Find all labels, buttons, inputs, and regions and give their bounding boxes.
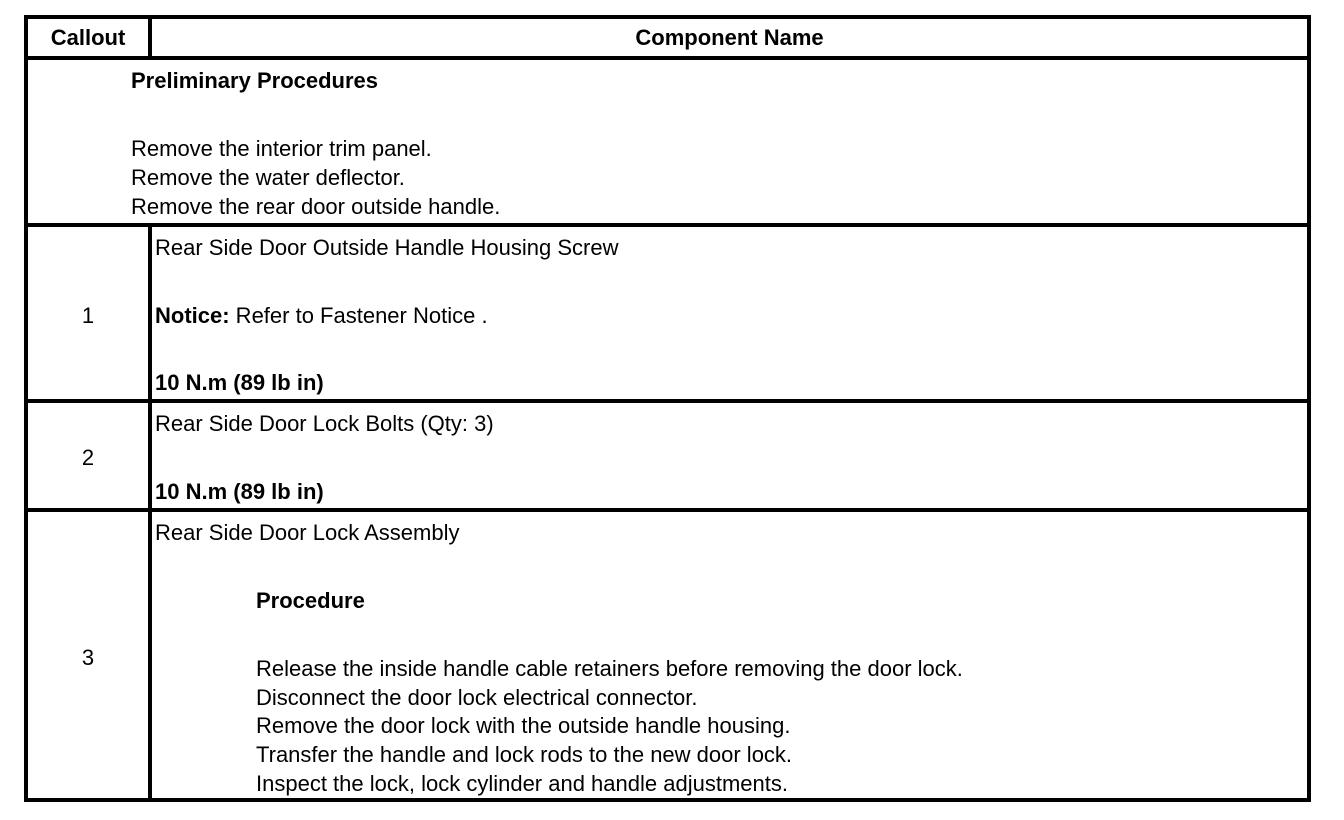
header-divider (28, 56, 1307, 60)
notice-text: Refer to Fastener Notice . (229, 303, 488, 328)
procedure-step: Remove the door lock with the outside handle housing. (256, 713, 791, 738)
row1-notice (155, 301, 488, 330)
row3-component-name: Rear Side Door Lock Assembly (155, 520, 460, 545)
row3-callout: 3 (81, 645, 95, 670)
column-divider-body (148, 223, 152, 802)
preliminary-step: Remove the interior trim panel. (131, 136, 432, 161)
procedure-step: Disconnect the door lock electrical connector. (256, 685, 698, 710)
row3-procedure-title: Procedure (256, 588, 365, 613)
preliminary-divider (28, 223, 1307, 227)
row1-component-name: Rear Side Door Outside Handle Housing Screw (155, 235, 619, 260)
procedure-step: Transfer the handle and lock rods to the new door lock. (256, 742, 793, 767)
header-component-name: Component Name (635, 25, 824, 50)
procedure-step: Inspect the lock, lock cylinder and handle adjustments. (256, 771, 788, 796)
procedure-step: Release the inside handle cable retainers before removing the door lock. (256, 656, 963, 681)
row2-torque: 10 N.m (89 lb in) (155, 479, 324, 504)
row1-divider (28, 399, 1307, 403)
header-callout: Callout (50, 25, 126, 50)
preliminary-title: Preliminary Procedures (131, 68, 379, 93)
notice-label: Notice: (155, 303, 230, 328)
row1-callout: 1 (81, 303, 95, 328)
row2-callout: 2 (81, 445, 95, 470)
row1-torque: 10 N.m (89 lb in) (155, 370, 324, 395)
row2-component-name: Rear Side Door Lock Bolts (Qty: 3) (155, 411, 494, 436)
preliminary-step: Remove the rear door outside handle. (131, 194, 501, 219)
preliminary-step: Remove the water deflector. (131, 165, 405, 190)
row2-divider (28, 508, 1307, 512)
component-table (24, 15, 1311, 802)
